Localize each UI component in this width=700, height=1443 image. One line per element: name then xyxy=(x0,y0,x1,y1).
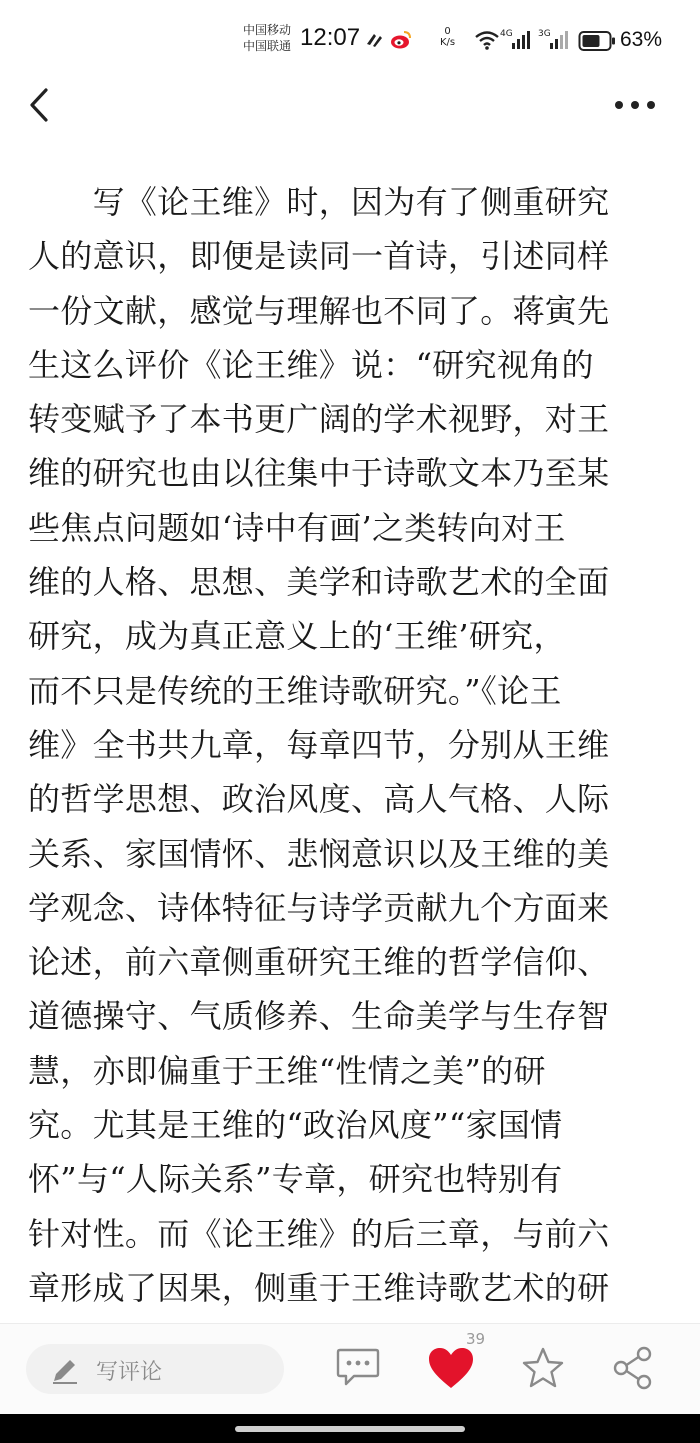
article-line: 关系、家国情怀、悲悯意识以及王维的美 xyxy=(28,834,610,873)
signal-1-icon xyxy=(500,27,536,51)
article-line: 一份文献，感觉与理解也不同了。蒋寅先 xyxy=(28,291,610,330)
home-indicator[interactable] xyxy=(235,1426,465,1432)
weibo-icon xyxy=(389,29,413,51)
status-time: 12:07 xyxy=(300,24,361,51)
more-options-button[interactable] xyxy=(608,88,662,122)
article-line: 些焦点问题如‘诗中有画’之类转向对王 xyxy=(28,508,566,547)
carrier-1: 中国移动 xyxy=(243,23,292,37)
write-comment-input[interactable] xyxy=(26,1344,284,1394)
share-icon xyxy=(610,1344,656,1392)
article-line: 章形成了因果，侧重于王维诗歌艺术的研 xyxy=(28,1268,610,1307)
back-button[interactable] xyxy=(20,84,60,126)
article-line: 而不只是传统的王维诗歌研究。”《论王 xyxy=(28,671,562,710)
battery-icon xyxy=(578,30,616,52)
pencil-icon xyxy=(50,1355,80,1385)
comments-button[interactable] xyxy=(334,1344,382,1390)
link-app-icon xyxy=(363,30,385,50)
net-speed-value: 0 xyxy=(444,26,451,37)
article-line: 学观念、诗体特征与诗学贡献九个方面来 xyxy=(28,888,610,927)
article-line: 维》全书共九章，每章四节，分别从王维 xyxy=(28,725,610,764)
like-count: 39 xyxy=(466,1330,486,1348)
article-line: 的哲学思想、政治风度、高人气格、人际 xyxy=(28,780,610,819)
net-speed-unit: K/s xyxy=(440,37,456,48)
heart-icon xyxy=(426,1346,476,1392)
comment-bubble-icon xyxy=(334,1344,382,1390)
bottom-action-bar xyxy=(0,1323,700,1414)
article-line: 针对性。而《论王维》的后三章，与前六 xyxy=(28,1214,610,1253)
article-line: 论述，前六章侧重研究王维的哲学信仰、 xyxy=(28,943,610,982)
article-line: 究。尤其是王维的“政治风度”“家国情 xyxy=(28,1106,563,1145)
favorite-button[interactable] xyxy=(520,1346,566,1390)
wifi-icon xyxy=(474,30,500,50)
like-button[interactable] xyxy=(426,1346,476,1392)
comment-placeholder: 写评论 xyxy=(96,1360,163,1385)
article-line: 生这么评价《论王维》说：“研究视角的 xyxy=(28,345,594,384)
article-body xyxy=(28,175,674,1325)
net-speed xyxy=(440,26,455,48)
star-icon xyxy=(520,1346,566,1390)
article-line: 慧，亦即偏重于王维“性情之美”的研 xyxy=(28,1051,546,1090)
article-line: 维的人格、思想、美学和诗歌艺术的全面 xyxy=(28,563,610,602)
article-line: 怀”与“人际关系”专章，研究也特别有 xyxy=(28,1160,563,1199)
chevron-left-icon xyxy=(20,84,60,126)
status-bar xyxy=(0,0,700,80)
battery-percent: 63% xyxy=(620,28,663,51)
article-line: 人的意识，即便是读同一首诗，引述同样 xyxy=(28,237,610,276)
article-line: 道德操守、气质修养、生命美学与生存智 xyxy=(28,997,610,1036)
share-button[interactable] xyxy=(610,1344,656,1392)
signal-1-label: 4G xyxy=(500,29,513,39)
carrier-2: 中国联通 xyxy=(243,39,292,53)
article-line: 维的研究也由以往集中于诗歌文本乃至某 xyxy=(28,454,610,493)
signal-2-label: 3G xyxy=(538,29,551,39)
carrier-labels xyxy=(243,22,291,54)
signal-2-icon xyxy=(538,27,574,51)
article-line: 研究，成为真正意义上的‘王维’研究， xyxy=(28,617,566,656)
article-line: 写《论王维》时，因为有了侧重研究 xyxy=(28,183,610,221)
article-line: 转变赋予了本书更广阔的学术视野，对王 xyxy=(28,400,610,439)
more-dots-icon xyxy=(608,88,662,122)
